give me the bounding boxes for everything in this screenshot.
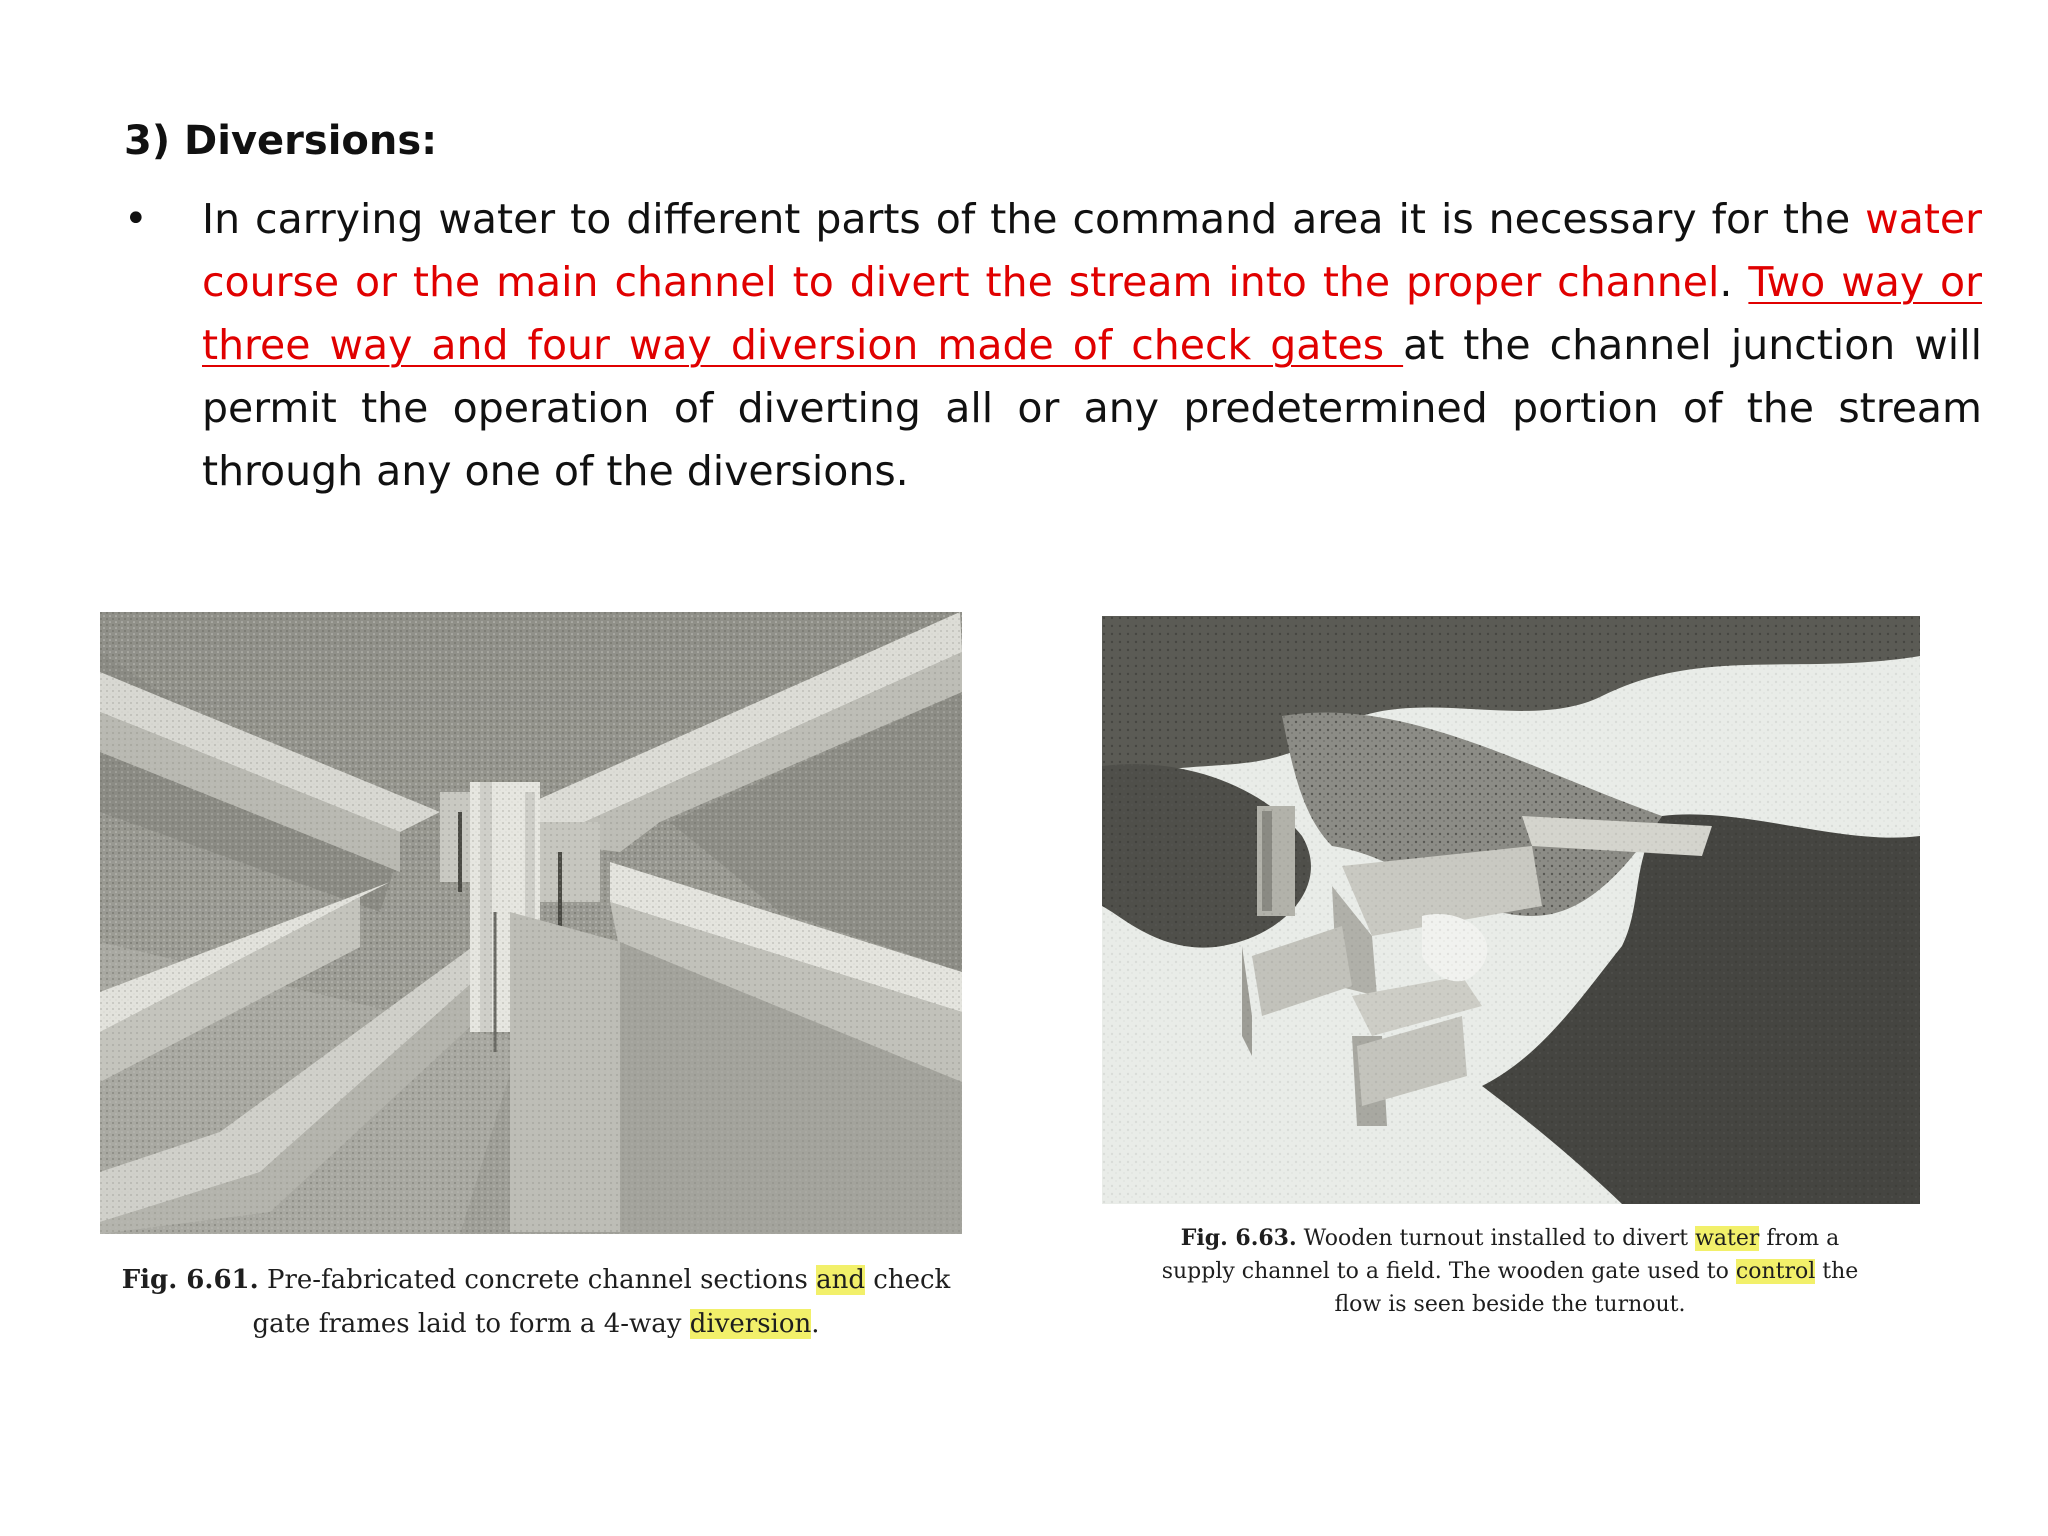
caption-highlight: control <box>1735 1259 1816 1284</box>
text-red-emphasis: water course or the main channel to divert the stream into the proper channel <box>202 195 1982 306</box>
caption-label: Fig. 6.63. <box>1180 1225 1297 1251</box>
caption-label: Fig. 6.61. <box>121 1265 259 1295</box>
figure-caption-6-63 <box>1150 1222 1870 1321</box>
text-period: . <box>1719 258 1749 306</box>
caption-text: Pre-fabricated concrete channel sections <box>258 1265 817 1295</box>
caption-text: Wooden turnout installed to divert <box>1296 1226 1696 1251</box>
caption-text: check gate frames laid to form a 4-way <box>252 1265 951 1339</box>
caption-highlight: and <box>816 1265 866 1295</box>
bullet-marker: • <box>124 196 148 242</box>
text-red-underlined: Two way or three way and four way diversion made of check gates <box>202 258 1983 369</box>
caption-text: the flow is seen beside the turnout. <box>1334 1259 1859 1317</box>
caption-text: from a supply channel to a field. The wooden gate used to <box>1161 1226 1840 1284</box>
caption-highlight: diversion <box>689 1309 812 1339</box>
caption-text: . <box>811 1309 820 1339</box>
text-plain-end: at the channel junction will permit the operation of diverting all or any predetermined portion of the stream through any one of the diversions. <box>202 321 1982 495</box>
figure-caption-6-61 <box>100 1258 972 1346</box>
caption-highlight: water <box>1695 1226 1760 1251</box>
section-heading: 3) Diversions: <box>124 118 438 164</box>
bullet-paragraph <box>202 188 1982 503</box>
text-plain-intro: In carrying water to different parts of the command area it is necessary for the <box>202 195 1866 243</box>
figure-wooden-turnout-photo <box>1102 616 1920 1204</box>
figure-concrete-diversion-photo <box>100 612 962 1234</box>
